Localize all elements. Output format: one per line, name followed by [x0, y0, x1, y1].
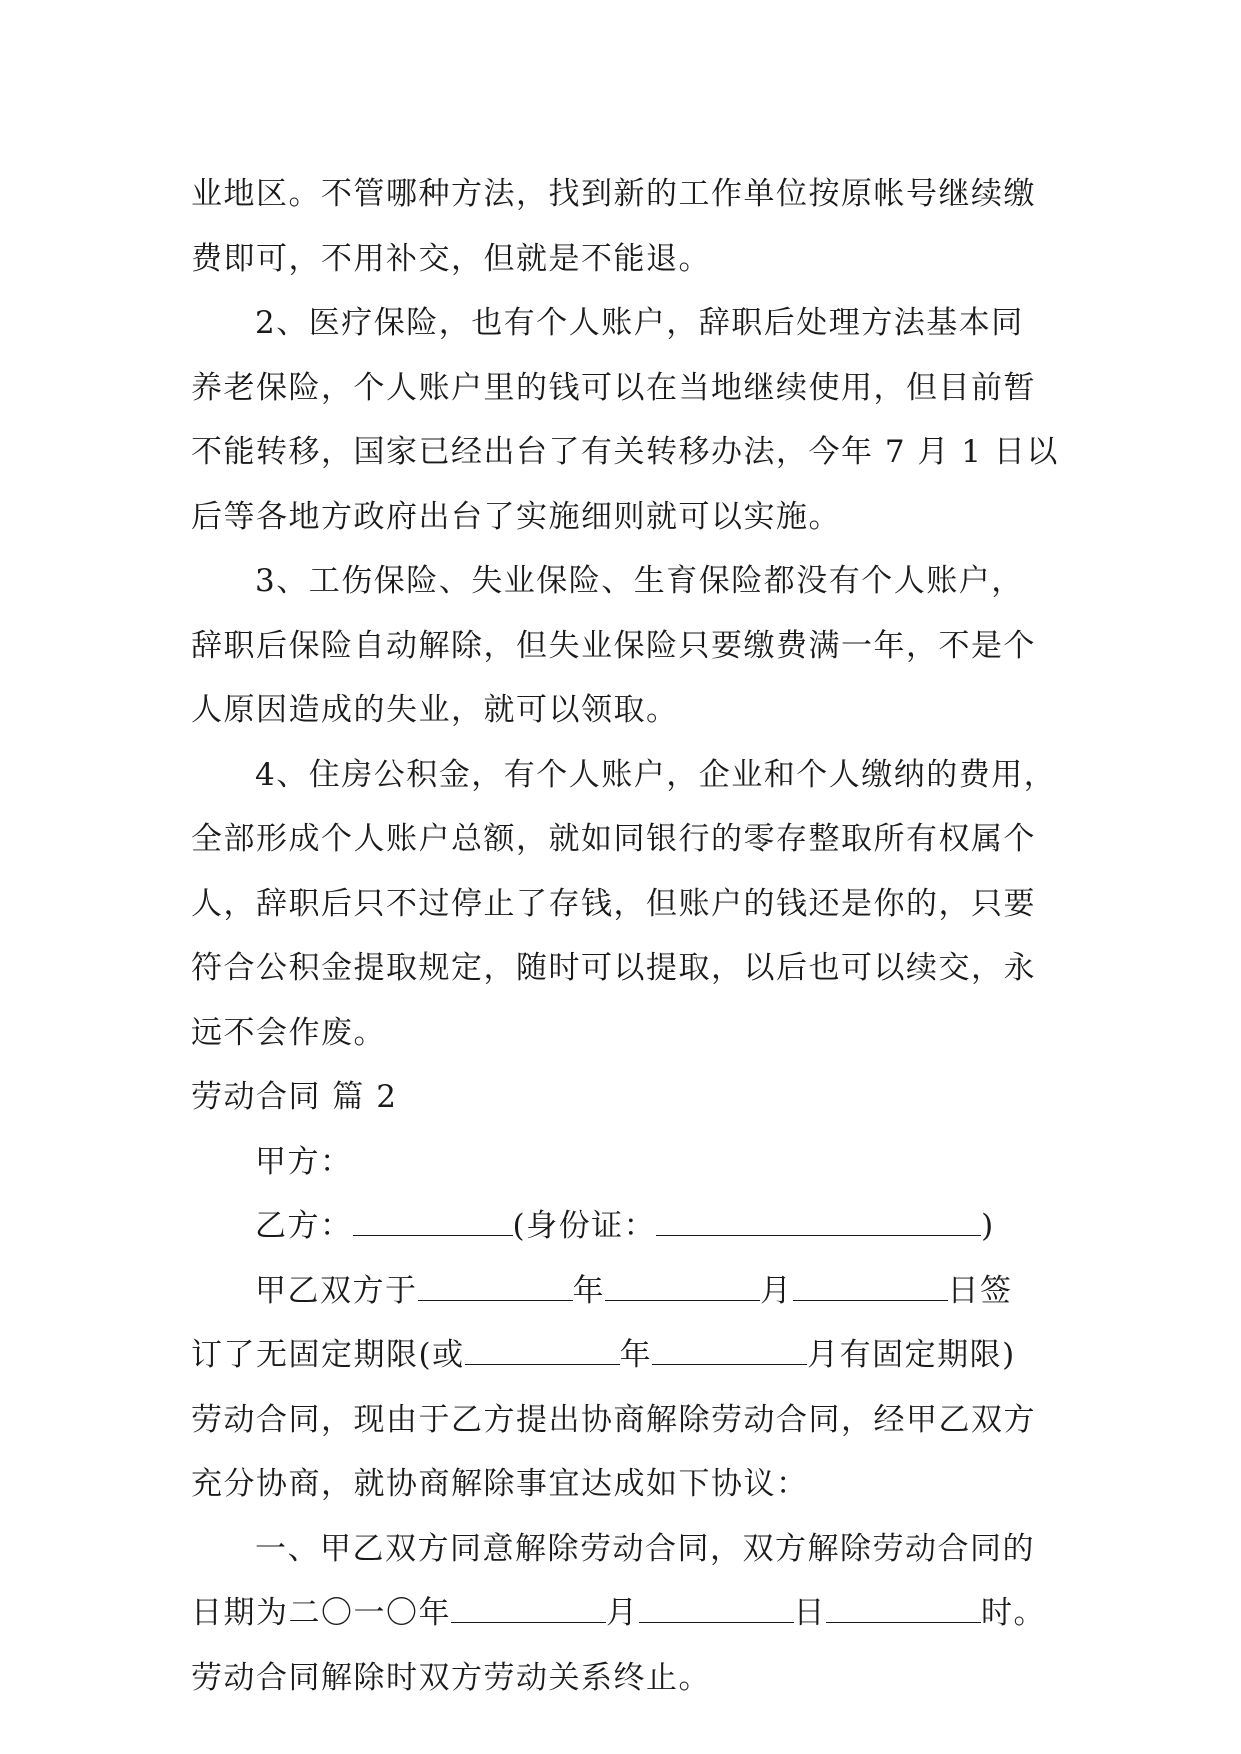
party-b-line — [191, 1194, 1071, 1259]
section-heading: 劳动合同 篇 2 — [191, 1079, 398, 1115]
term-month-blank[interactable] — [652, 1338, 807, 1365]
party-b-id-label: (身份证： — [512, 1208, 657, 1244]
party-b-label: 乙方： — [255, 1208, 353, 1244]
sign-month-blank[interactable] — [605, 1274, 760, 1301]
text-line: 不能转移，国家已经出台了有关转移办法，今年 7 月 1 日以 — [191, 434, 1059, 470]
sign-year-label: 年 — [572, 1272, 605, 1309]
termination-month-label: 月 — [606, 1595, 639, 1631]
termination-day-label: 日 — [793, 1595, 826, 1631]
text-line: 人原因造成的失业，就可以领取。 — [191, 692, 679, 728]
termination-month-blank[interactable] — [451, 1596, 606, 1623]
text-line: 辞职后保险自动解除，但失业保险只要缴费满一年，不是个 — [191, 627, 1036, 664]
party-b-close: ) — [981, 1208, 995, 1244]
term-label: 订了无固定期限(或 — [191, 1337, 465, 1373]
text-line: 充分协商，就协商解除事宜达成如下协议： — [191, 1466, 809, 1502]
text-line: 一、甲乙双方同意解除劳动合同，双方解除劳动合同的 — [255, 1530, 1035, 1567]
text-line: 业地区。不管哪种方法，找到新的工作单位按原帐号继续缴 — [191, 176, 1036, 212]
term-year-blank[interactable] — [465, 1338, 620, 1365]
termination-hour-label: 时。 — [981, 1595, 1046, 1631]
termination-date-line — [191, 1581, 1071, 1646]
document-body — [191, 162, 1071, 1710]
text-line: 劳动合同，现由于乙方提出协商解除劳动合同，经甲乙双方 — [191, 1401, 1036, 1438]
sign-year-blank[interactable] — [418, 1274, 573, 1301]
termination-day-blank[interactable] — [639, 1596, 794, 1623]
text-line: 3、工伤保险、失业保险、生育保险都没有个人账户， — [255, 563, 1024, 599]
text-line: 4、住房公积金，有个人账户，企业和个人缴纳的费用， — [255, 756, 1057, 793]
text-line: 符合公积金提取规定，随时可以提取，以后也可以续交，永 — [191, 950, 1036, 986]
text-line: 养老保险，个人账户里的钱可以在当地继续使用，但目前暂 — [191, 369, 1036, 406]
term-year-label: 年 — [619, 1337, 653, 1373]
text-line: 费即可，不用补交，但就是不能退。 — [191, 240, 711, 277]
signing-label: 甲乙双方于 — [255, 1272, 418, 1309]
text-line: 远不会作废。 — [191, 1014, 386, 1051]
party-b-id-blank[interactable] — [656, 1209, 981, 1236]
termination-date-label: 日期为二〇一〇年 — [191, 1595, 451, 1631]
text-line: 后等各地方政府出台了实施细则就可以实施。 — [191, 498, 841, 535]
term-line — [191, 1323, 1071, 1388]
party-b-name-blank[interactable] — [353, 1209, 513, 1236]
sign-day-blank[interactable] — [793, 1274, 948, 1301]
sign-month-label: 月 — [760, 1272, 793, 1309]
termination-hour-blank[interactable] — [826, 1596, 981, 1623]
term-month-label: 月有固定期限) — [807, 1337, 1016, 1373]
signing-date-line — [191, 1259, 1071, 1324]
sign-day-label: 日签 — [947, 1272, 1013, 1309]
text-line: 全部形成个人账户总额，就如同银行的零存整取所有权属个 — [191, 821, 1036, 857]
party-a-line: 甲方： — [255, 1143, 353, 1180]
text-line: 人，辞职后只不过停止了存钱，但账户的钱还是你的，只要 — [191, 885, 1036, 922]
text-line: 劳动合同解除时双方劳动关系终止。 — [191, 1659, 711, 1696]
text-line: 2、医疗保险，也有个人账户，辞职后处理方法基本同 — [255, 305, 1024, 341]
